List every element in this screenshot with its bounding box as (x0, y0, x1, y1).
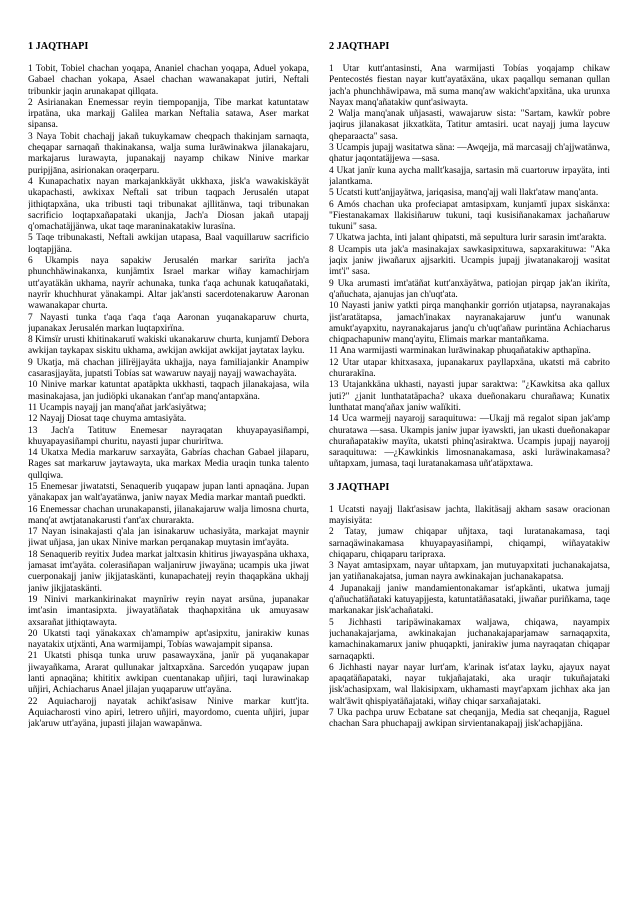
verse: 6 Ukampis naya sapakiw Jerusalén markar sarirïta jach'a phunchhäwinakanxa, kunjämtix Israel markar wiñay kamachirjam utt'ayatäkän ukhama, nayrïr achunaka, tunka t'aqa achunak katuqañataki, nayrïr khuchhurat yänakampi. Altar jak'ansti sacerdotenakaruw Aaronan wawanakapar churta. (28, 256, 309, 312)
chapter-heading: 3 JAQTHAPI (329, 481, 390, 493)
verse: 14 Ukatxa Media markaruw sarxayäta, Gabrías chachan Gabael jilaparu, Rages sat markaruw jaytawayta, uka markax Media uraqin tunka talento qullqiwa. (28, 448, 309, 481)
right-column (329, 40, 610, 902)
verse: 11 Ucampis nayajj jan manq'añat jark'asiyätwa; (28, 402, 207, 413)
verse: 7 Nayasti tunka t'aqa t'aqa t'aqa Aaronan yuqanakaparuw churta, jupanakax Jerusalén markan luqtapxirïna. (28, 312, 309, 334)
chapter-heading: 2 JAQTHAPI (329, 41, 390, 52)
verse: 7 Uka pachpa uruw Ecbatane sat cheqanjja, Media sat cheqanjja, Raguel chachan Sara phuchapajj awkipan sirvientanakapajj jisk'achapjjäna. (329, 708, 610, 730)
verse: 12 Nayajj Diosat taqe chuyma amtasiyäta. (28, 414, 187, 425)
verse: 5 Taqe tribunakasti, Neftali awkijan utapasa, Baal vaquillaruw sacrificio loqtapjjäna. (28, 233, 309, 255)
verse: 22 Aquiacharojj nayatak achikt'asisaw Ninive markar kutt'jta. Aquiacharosti vino apiri, letrero uñjiri, mayordomo, cuenta uñjiri, jupar jak'aruw utt'ayäna, jupasti jilajan wawapänwa. (28, 696, 309, 730)
verse: 3 Nayat amtasipxam, nayar uñtapxam, jan mutuyapxitati juchanakajatsa, jan yatiñanakajatsa, juman nayra awkinakajan juchanakapatsa. (329, 561, 610, 583)
verse: 1 Ucatsti nayajj llakt'asisaw jachta, llakitäsajj akham sasaw oracionan mayisiyäta: (329, 504, 610, 526)
verse: 14 Uca warmejj nayarojj saraquituwa: —Ukajj mä regalot sipan jak'amp churatawa —sasa. Ukampis janiw jupar iyawskti, jan ukasti dueñonakapar churañapatakiw mayïta, ukatsti phinq'asiraktwa. Ucampis jupajj nayarojj saraquituwa: —¿Kawkinkis limosnanakamasa, aski luräwinakamasa? uñtapxam, jumasa, taqi luratanakamasa uñt'atäpxtawa. (329, 414, 610, 470)
verse: 10 Nayasti janiw yatkti pirqa manqhankir gorrión utjatapsa, nayranakajas jist'aratätapsa, jamach'inakax nayranakajaruw junt'u wanunak amukt'ayapxitu, nayranakajarus janq'u ch'uqt'añaw purintäna Achiacharus chiqpachapuniw manq'ayitu, Elimais markar mantañkama. (329, 301, 610, 346)
verse: 5 Jichhasti taripäwinakamax waljawa, chiqawa, nayampix juchanakajarjama, awkinakajan juchanakajaparjamaw sarnaqapxita, kamachinakamarux janiw phuqapkti, janirakiw juma nayraqatan chiqapar sarnaqapkti. (329, 617, 610, 662)
verse: 2 Asirianakan Enemessar reyin tiempopanjja, Tibe markat katuntataw irpatäna, uka markajj Galilea markan Neftalia satawa, Aser markat sipansa. (28, 97, 309, 131)
verse: 19 Ninivi markankirinakat maynïriw reyin nayat arsüna, jupanakar imt'asin imantasipxta. jiwayatäñatak thaqhapxitäna uk amuyasaw axsarañat jithiqtawayta. (28, 594, 309, 628)
chapter-heading: 1 JAQTHAPI (28, 41, 89, 52)
verse: 8 Kimsïr urusti khitinakarutï wakiski ukanakaruw churta, kunjamtï Debora awkijan taykapax siskitu ukhama, awkijan awkijat awkijat jaytatax layku. (28, 335, 309, 357)
verse: 6 Amós chachan uka profeciapat amtasipxam, kunjamtï jupax siskänxa: "Fiestanakamax llakisiñaruw tukuni, taqi kusisiñanakamax jachañaruw tukuni" sasa. (329, 199, 610, 233)
verse: 18 Senaquerib reyitix Judea markat jaltxasin khitirus jiwayaspäna ukhaxa, jamasat imt'ayäta. colerasiñapan waljaniruw jiwayäna; ucampis uka jiwat cuerponakajj janiw jikjjataskänti, kunapachatejj reyin thaqapkäna ukhajj janiw jikjjataskänti. (28, 549, 309, 594)
verse-list (329, 505, 610, 731)
verse: 9 Uka arumasti imt'atäñat kutt'anxäyätwa, patiojan pirqap jak'an ikirïta, q'añuchata, ajanujas jan ch'uqt'ata. (329, 278, 610, 300)
verse: 16 Enemessar chachan urunakapansti, jilanakajaruw walja limosna churta, manq'at awtjatanakarusti t'ant'ax churarakta. (28, 504, 309, 526)
verse: 11 Ana warmijasti warminakan lurāwinakap phuqañatakiw apthapïna. (329, 346, 591, 357)
verse: 4 Ukat janïr kuna aycha mallt'kasajja, sartasin mä cuartoruw irpayäta, inti jalantkama. (329, 165, 610, 187)
verse: 20 Ukatsti taqi yänakaxax ch'amampiw apt'asipxitu, janirakiw kunas nayatakix utjxänti, Ana warmijampi, Tobías wawajampit sipansa. (28, 628, 309, 651)
verse: 6 Jichhasti nayar nayar lurt'am, k'arinak ist'atax layku, ajayux nayat apaqatäñapataki, nayar tukjañajataki, aka uraqir tukuñajataki jisk'achasipxam, wal llakisipxam, ukhamasti mayt'apxam jichhax aka jan walt'äwit qhispiyatäñajataki, wiñay chiqar sarxañajataki. (329, 662, 610, 707)
verse: 15 Enemesar jiwatatsti, Senaquerib yuqapaw jupan lanti apnaqäna. Jupan yänakapax jan walt'ayatänwa, janiw nayax Media markar mantañ puedkti. (28, 481, 309, 504)
verse: 1 Utar kutt'antasinsti, Ana warmijasti Tobías yoqajamp chikaw Pentecostés fiestan nayar kutt'ayatäxäna, ukax paqallqu semanan qullan jach'a phunchhäwipawa, mä suma manq'aw wakicht'apxitäna, uka urunxa Nayax manq'añatakiw qunt'asiwayta. (329, 64, 610, 108)
verse: 13 Jach'a Tatituw Enemesar nayraqatan khuyapayasiñampi, khuyapayasiñampi churitu, nayasti jupar churirïtwa. (28, 425, 309, 447)
verse: 2 Tatay, jumaw chiqapar uñjtaxa, taqi luratanakamasa, taqi sarnaqäwinakamasa khuyapayasiñampi, chiqampi, wiñayatakiw chiqaparu, chiqaparu taripraxa. (329, 527, 610, 560)
verse: 10 Ninive markar katuntat apatäpkta ukkhasti, taqpach jilanakajasa, wila masinakajasa, jan judiöpki ukanakan t'ant'ap manq'antapxäna. (28, 380, 309, 402)
verse: 17 Nayan isinakajasti q'ala jan isinakaruw uchasiyäta, markajat maynir jiwat uñjasa, jan ukax Ninive markan perqanakap muytasin imt'ayäta. (28, 527, 309, 549)
verse: 4 Kunapachatix nayan markajankkäyät ukkhaxa, jisk'a wawakiskäyät ukapachasti, awkixax Neftali sat tribun taqpach Jerusalén utapat jithiqtapxäna, uka tribusti taqi tribunakat ajllitänwa, taqi tribunakan sacrificio loqtapxañapataki ukanjja, Jach'a Diosan jakañ utapajj q'omachatäjjänwa, ukat taqe maraninakatakiw lurasïna. (28, 176, 309, 233)
verse: 2 Walja manq'anak uñjasasti, wawajaruw sista: "Sartam, kawkïr pobre jaqirus jilanakasat jikxatkäta, Tatitur amtasiri. ucat nayajj juma laycuw qheparaacta" sasa. (329, 109, 610, 142)
verse: 7 Ukatwa jachta, inti jalant qhipatsti, mä sepultura lurir sarasin imt'arakta. (329, 233, 607, 244)
verse-list (28, 64, 309, 731)
verse: 3 Naya Tobit chachajj jakañ tukuykamaw cheqpach thakinjam sarnaqta, cheqapar sarnaqañ thakinakansa, walja suma lurāwinakwa jilanakajaru, markajarus lurawayta, jupanakajj nayamp chikaw Ninive markar puripjjāna, asirionakan oraqerparu. (28, 131, 309, 176)
verse: 8 Ucampis uta jak'a masinakajax sawkasipxituwa, sapxarakituwa: "Aka jaqix janiw jiwañarux ajjsarkiti. Ucampis jupajj jiwatanakarojj wasitat imt'i" sasa. (329, 244, 610, 278)
verse: 4 Jupanakajj janiw mandamientonakamar ist'apkänti, ukatwa jumajj q'añuchatäñataki katuyapjjesta, katuntatäñasataki, jiwañar puriñkama, taqe markanakar jisk'achañataki. (329, 583, 610, 617)
verse: 5 Ucatsti kutt'anjjayätwa, jariqasisa, manq'ajj wali llakt'ataw manq'anta. (329, 188, 599, 199)
verse: 12 Utar utapar khitxasaxa, jupanakarux payllapxäna, ukatsti mä cabrito churarakïna. (329, 357, 610, 380)
verse: 3 Ucampis jupajj wasitatwa säna: —Awqejja, mä marcasajj ch'ajjwatänwa, qhatur jaqontatäjjewa —sasa. (329, 143, 610, 165)
verse: 9 Ukatja, mä chachan jilïrëjjayäta ukhajja, naya familiajankir Anampiw casarasjjayäta, jupatsti Tobías sat wawaruw nayajj nayajj wawachayäta. (28, 357, 309, 380)
verse: 21 Ukatsti phisqa tunka uruw pasawayxäna, janïr pä yuqanakapar jiwayañkama, Ararat qullunakar jaltxapxäna. Sarcedón yuqapaw jupan lanti apnaqäna; khititix awkipan cuentanakap uñjiri, taqi lurawinakap uñjiri, Achiacharus Anael jilajan yuqaparuw utt'ayäna. (28, 651, 309, 696)
left-column (28, 40, 309, 902)
verse: 1 Tobit, Tobiel chachan yoqapa, Ananiel chachan yoqapa, Aduel yokapa, Gabael chachan yokapa, Asael chachan wawanakapat jutiri, Neftali tribunkir jaqin arunakapat qillqata. (28, 64, 309, 97)
verse-list (329, 64, 610, 471)
verse: 13 Utajankkäna ukhasti, nayasti jupar saraktwa: "¿Kawkitsa aka qallux juti?" ¿janit lunthatatäpacha? ukaxa dueñonakaru churañawa; Kunatix lunthatat manq'añax janiw walïkiti. (329, 380, 610, 413)
